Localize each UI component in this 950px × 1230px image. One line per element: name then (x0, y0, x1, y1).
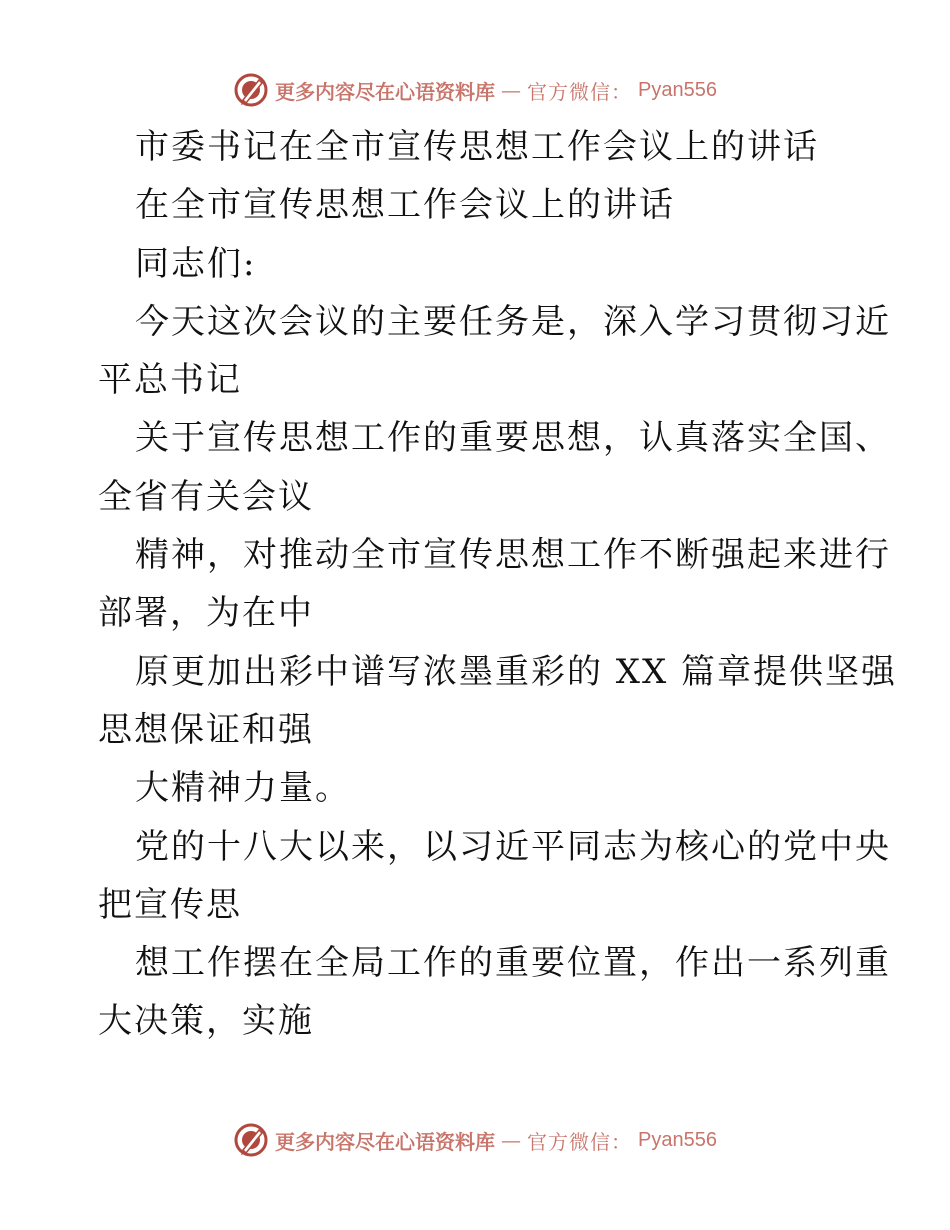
doc-title: 市委书记在全市宣传思想工作会议上的讲话 (135, 127, 819, 167)
separator: — (501, 78, 522, 102)
doc-subtitle: 在全市宣传思想工作会议上的讲话 (135, 185, 675, 226)
pen-logo-icon (233, 1122, 269, 1158)
separator: — (501, 1128, 522, 1152)
wechat-id: Pyan556 (638, 78, 717, 101)
paragraph-line: 想工作摆在全局工作的重要位置，作出一系列重 (135, 943, 891, 984)
brand-text: 更多内容尽在心语资料库 (275, 79, 496, 104)
paragraph-line: 把宣传思 (98, 884, 242, 925)
paragraph-line: 今天这次会议的主要任务是，深入学习贯彻习近 (135, 301, 891, 342)
wechat-id: Pyan556 (638, 1128, 717, 1151)
wechat-label: 官方微信： (527, 79, 633, 104)
paragraph-line: 思想保证和强 (98, 709, 314, 750)
paragraph-line: 关于宣传思想工作的重要思想，认真落实全国、 (135, 418, 891, 459)
brand-text: 更多内容尽在心语资料库 (275, 1129, 496, 1154)
header-banner (0, 70, 950, 110)
wechat-label: 官方微信： (527, 1129, 633, 1154)
footer-banner (0, 1120, 950, 1160)
paragraph-line: 精神，对推动全市宣传思想工作不断强起来进行 (135, 535, 891, 576)
paragraph-line: 部署，为在中 (98, 593, 314, 634)
paragraph-line: 全省有关会议 (98, 476, 314, 517)
paragraph-line: 平总书记 (98, 360, 242, 401)
document-body (98, 118, 898, 1051)
paragraph-line: 党的十八大以来，以习近平同志为核心的党中央 (135, 826, 891, 867)
paragraph-line: 原更加出彩中谱写浓墨重彩的 XX 篇章提供坚强 (135, 651, 898, 692)
doc-salutation: 同志们: (135, 243, 257, 284)
paragraph-line: 大决策，实施 (98, 1001, 314, 1042)
pen-logo-icon (233, 72, 269, 108)
paragraph-line: 大精神力量。 (135, 768, 351, 809)
